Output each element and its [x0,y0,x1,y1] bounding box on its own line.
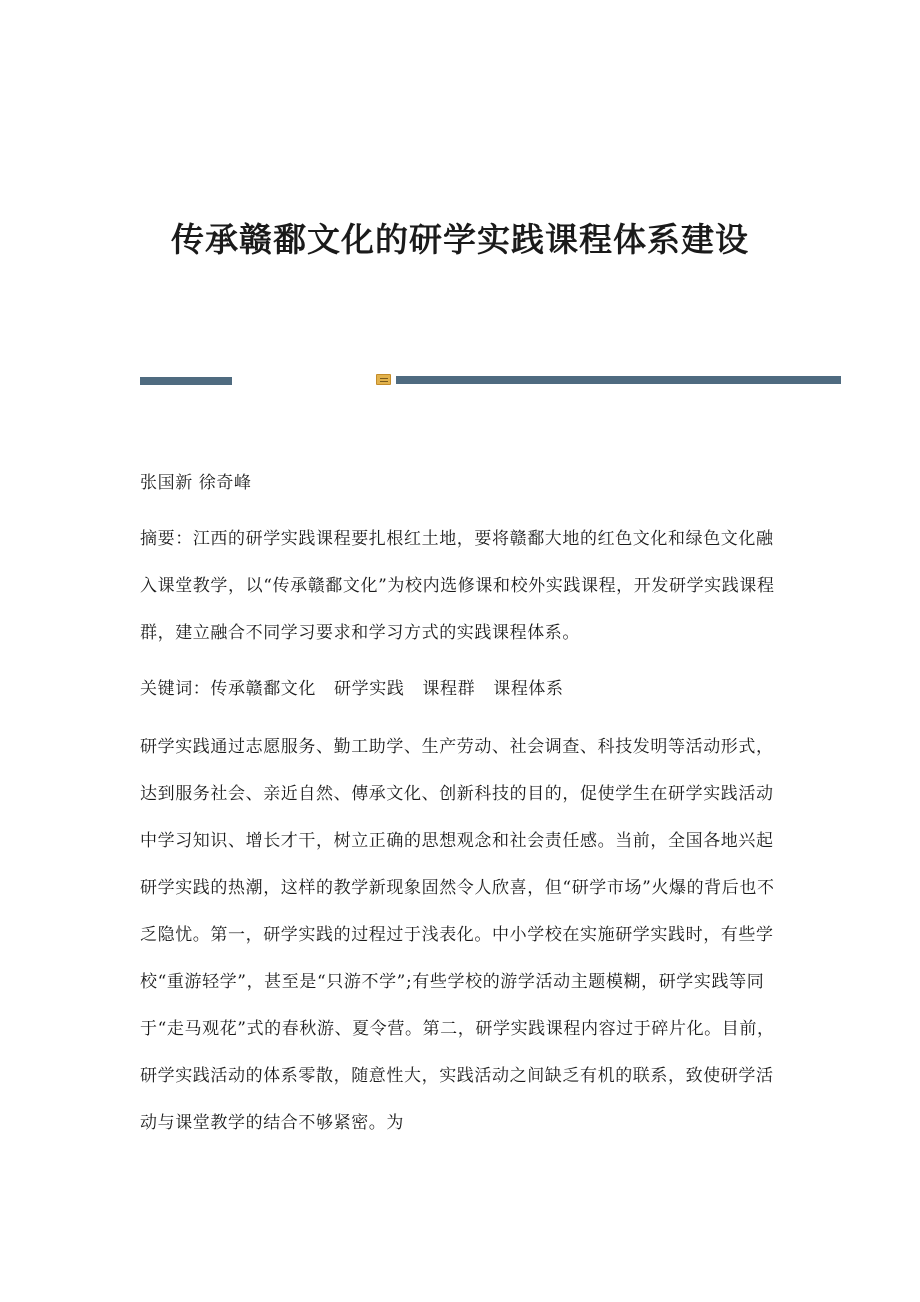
keyword-item: 课程群 [422,679,476,699]
keyword-item: 课程体系 [493,679,564,699]
authors: 张国新 徐奇峰 [140,473,252,493]
keyword-item: 研学实践 [334,679,405,699]
divider-ornament-icon [376,374,391,385]
divider-right-bar [396,376,841,384]
abstract-label: 摘要： [140,529,193,549]
body-paragraph: 研学实践通过志愿服务、勤工助学、生产劳动、社会调查、科技发明等活动形式，达到服务社会、亲近自然、傳承文化、创新科技的目的，促使学生在研学实践活动中学习知识、增长才干，树立正确的思想观念和社会责任感。当前，全国各地兴起研学实践的热潮，这样的教学新现象固然令人欣喜，但“研学市场”火爆的背后也不乏隐忧。第一，研学实践的过程过于浅表化。中小学校在实施研学实践时，有些学校“重游轻学”，甚至是“只游不学”;有些学校的游学活动主题模糊，研学实践等同于“走马观花”式的春秋游、夏令营。第二，研学实践课程内容过于碎片化。目前，研学实践活动的体系零散，随意性大，实践活动之间缺乏有机的联系，致使研学活动与课堂教学的结合不够紧密。为 [140,737,775,1133]
page-title: 传承赣鄱文化的研学实践课程体系建设 [171,220,749,259]
keyword-item: 传承赣鄱文化 [210,679,317,699]
title-divider [140,374,841,386]
abstract [140,516,780,657]
divider-left-bar [140,377,232,385]
keywords-label: 关键词： [140,679,211,699]
abstract-text: 江西的研学实践课程要扎根红土地，要将赣鄱大地的红色文化和绿色文化融入课堂教学，以“传承赣鄱文化”为校内选修课和校外实践课程，开发研学实践课程群，建立融合不同学习要求和学习方式的实践课程体系。 [140,529,775,643]
keywords [140,666,780,713]
